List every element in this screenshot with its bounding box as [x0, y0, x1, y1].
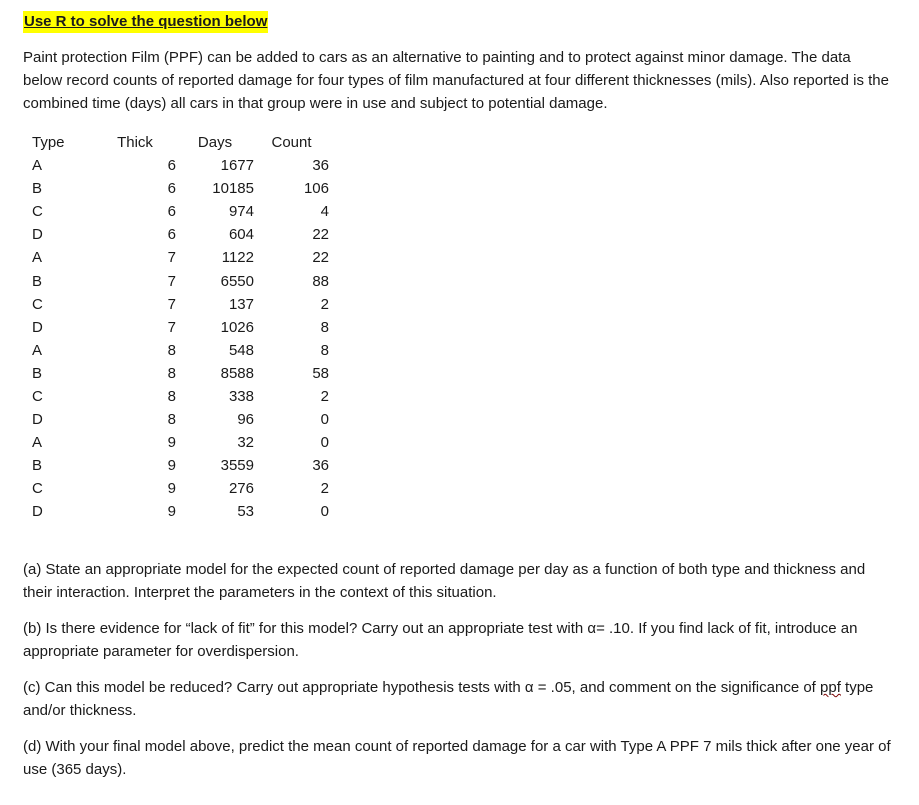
table-row	[23, 246, 329, 269]
cell-count: 2	[320, 480, 329, 498]
cell-thick: 9	[167, 457, 176, 475]
cell-type: A	[32, 434, 43, 452]
cell-thick: 9	[167, 434, 176, 452]
cell-count: 2	[320, 387, 329, 405]
cell-days: 276	[228, 480, 254, 498]
question-c-text-end: type and/or thickness.	[23, 679, 874, 719]
table-row	[23, 454, 329, 477]
question-d: (d) With your final model above, predict the mean count of reported damage for a car with Type A PPF 7 mils thick after one year of use (365 days).	[23, 738, 891, 778]
cell-thick: 9	[167, 480, 176, 498]
cell-days: 604	[228, 226, 254, 244]
instruction-heading: Use R to solve the question below	[23, 11, 268, 33]
question-c	[23, 676, 893, 722]
table-row	[23, 177, 329, 200]
cell-type: B	[32, 457, 43, 475]
cell-type: D	[32, 503, 43, 521]
cell-count: 4	[320, 203, 329, 221]
cell-count: 36	[312, 157, 329, 175]
table-row	[23, 477, 329, 500]
cell-thick: 7	[167, 272, 176, 290]
table-row	[23, 408, 329, 431]
cell-thick: 8	[167, 364, 176, 382]
cell-type: B	[32, 180, 43, 198]
cell-thick: 7	[167, 295, 176, 313]
table-row	[23, 500, 329, 523]
cell-count: 0	[320, 411, 329, 429]
cell-days: 1677	[220, 157, 254, 175]
cell-count: 0	[320, 503, 329, 521]
cell-thick: 6	[167, 180, 176, 198]
table-row	[23, 385, 329, 408]
cell-count: 88	[312, 272, 329, 290]
table-row	[23, 154, 329, 177]
table-row	[23, 316, 329, 339]
cell-days: 6550	[220, 272, 254, 290]
cell-thick: 8	[167, 411, 176, 429]
table-header-row	[23, 131, 329, 154]
question-c-text-start: (c) Can this model be reduced? Carry out appropriate hypothesis tests with α = .05, and comment on the significance of	[23, 679, 821, 696]
cell-count: 0	[320, 434, 329, 452]
cell-thick: 8	[167, 341, 176, 359]
cell-days: 338	[228, 387, 254, 405]
cell-type: D	[32, 318, 43, 336]
cell-count: 22	[312, 226, 329, 244]
cell-type: C	[32, 295, 43, 313]
cell-days: 32	[237, 434, 254, 452]
cell-days: 8588	[220, 364, 254, 382]
cell-thick: 6	[167, 226, 176, 244]
cell-days: 548	[228, 341, 254, 359]
table-body	[23, 154, 329, 524]
table-row	[23, 293, 329, 316]
cell-days: 137	[228, 295, 254, 313]
question-c-ppf-word: ppf	[820, 679, 841, 696]
damage-data-table	[23, 131, 329, 524]
cell-thick: 7	[167, 318, 176, 336]
question-b: (b) Is there evidence for “lack of fit” for this model? Carry out an appropriate test with α= .10. If you find lack of fit, introduce an appropriate parameter for overdispersion.	[23, 620, 858, 660]
table-row	[23, 339, 329, 362]
cell-type: B	[32, 272, 43, 290]
cell-thick: 8	[167, 387, 176, 405]
cell-type: B	[32, 364, 43, 382]
cell-thick: 6	[167, 203, 176, 221]
cell-days: 53	[237, 503, 254, 521]
cell-count: 2	[320, 295, 329, 313]
cell-type: C	[32, 387, 43, 405]
cell-days: 974	[228, 203, 254, 221]
header-thick: Thick	[117, 134, 153, 151]
table-row	[23, 269, 329, 292]
cell-days: 10185	[212, 180, 254, 198]
cell-thick: 9	[167, 503, 176, 521]
cell-count: 58	[312, 364, 329, 382]
cell-type: A	[32, 157, 43, 175]
cell-type: C	[32, 480, 43, 498]
header-count: Count	[271, 134, 312, 151]
table-row	[23, 431, 329, 454]
cell-count: 22	[312, 249, 329, 267]
cell-thick: 6	[167, 157, 176, 175]
cell-days: 1026	[220, 318, 254, 336]
intro-paragraph: Paint protection Film (PPF) can be added to cars as an alternative to painting and to protect against minor damage. The data below record counts of reported damage for four types of film manufactured at four different thicknesses (mils). Also reported is the combined time (days) all cars in that group were in use and subject to potential damage.	[23, 49, 889, 112]
cell-type: A	[32, 341, 43, 359]
cell-thick: 7	[167, 249, 176, 267]
cell-days: 96	[237, 411, 254, 429]
header-days: Days	[197, 134, 233, 151]
header-type: Type	[32, 134, 65, 151]
cell-count: 8	[320, 341, 329, 359]
cell-count: 8	[320, 318, 329, 336]
cell-type: C	[32, 203, 43, 221]
cell-days: 3559	[220, 457, 254, 475]
cell-type: D	[32, 226, 43, 244]
cell-count: 36	[312, 457, 329, 475]
table-row	[23, 200, 329, 223]
cell-count: 106	[303, 180, 329, 198]
questions-section	[23, 558, 893, 794]
question-a: (a) State an appropriate model for the expected count of reported damage per day as a function of both type and thickness and their interaction. Interpret the parameters in the context of this situation.	[23, 561, 866, 601]
cell-type: A	[32, 249, 43, 267]
table-row	[23, 362, 329, 385]
cell-days: 1122	[221, 249, 254, 267]
cell-type: D	[32, 411, 43, 429]
table-row	[23, 223, 329, 246]
